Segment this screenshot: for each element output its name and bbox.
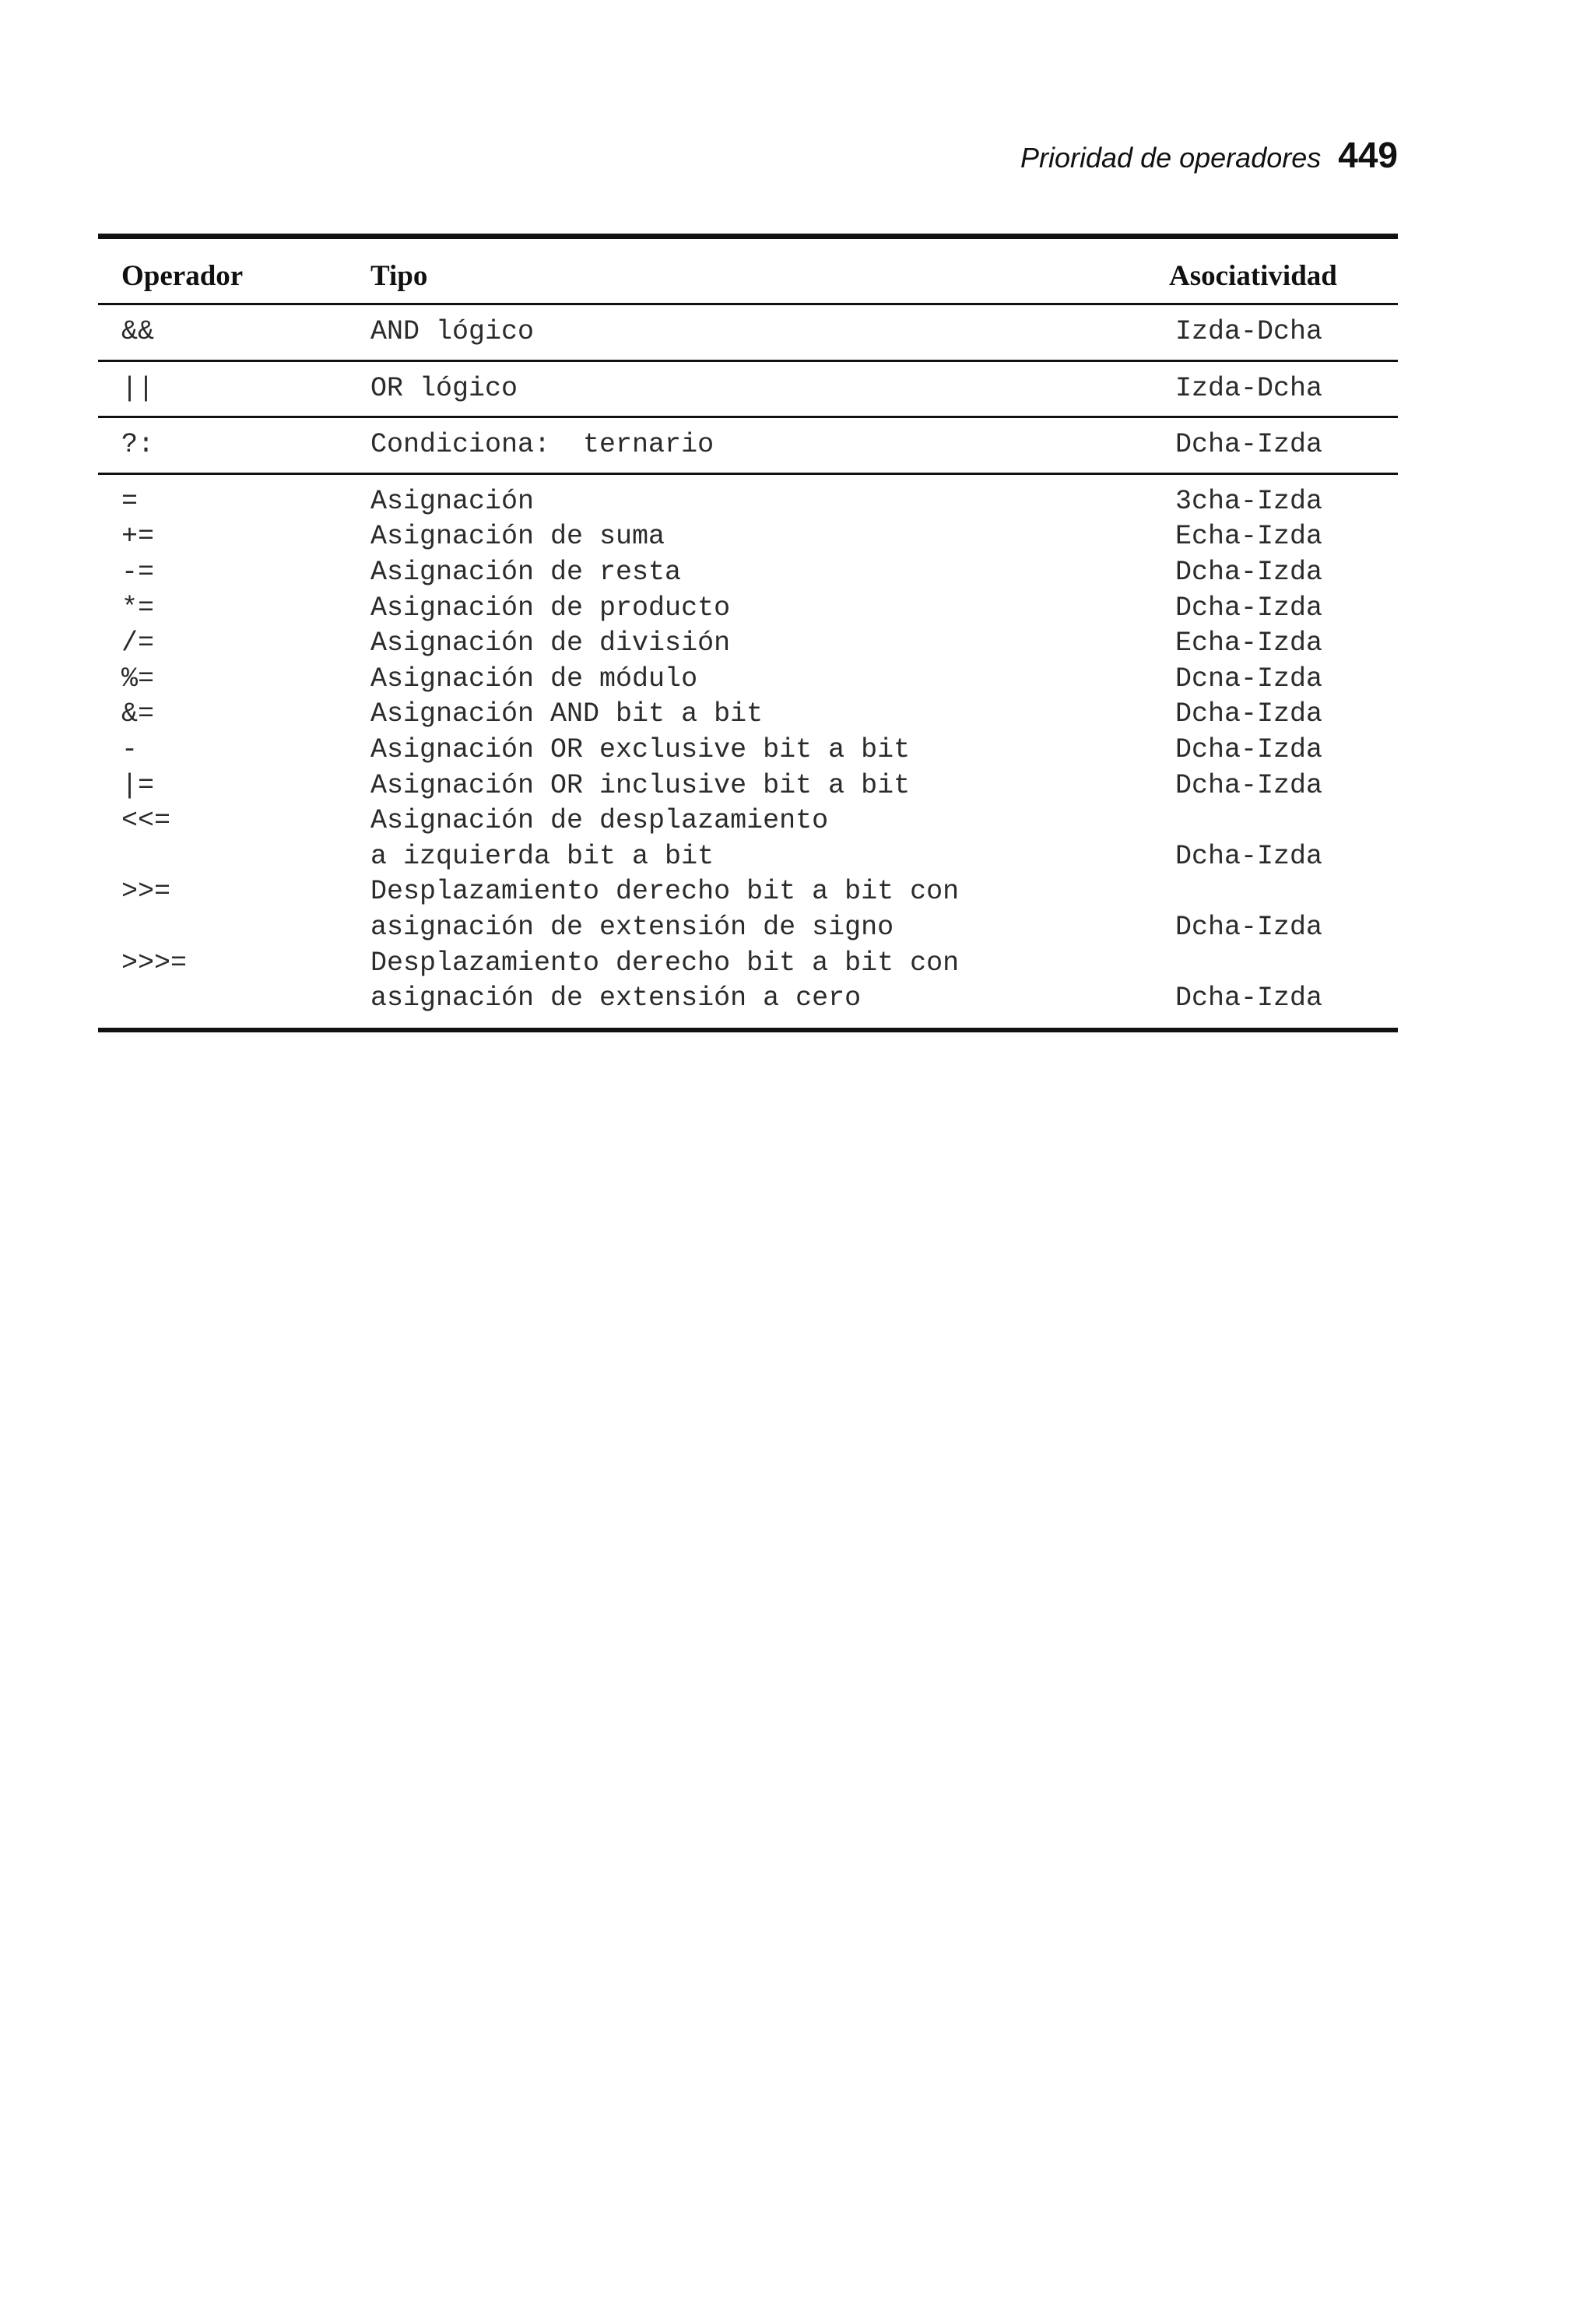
operator-cell: >>>= xyxy=(121,947,188,979)
operator-cell: /= xyxy=(121,628,155,659)
associativity-cell: Dcha-Izda xyxy=(1175,911,1323,943)
associativity-cell: Izda-Dcha xyxy=(1175,372,1323,404)
table-row xyxy=(98,519,1398,555)
operator-cell: %= xyxy=(121,663,155,694)
table-row xyxy=(98,427,1398,463)
type-cell: a izquierda bit a bit xyxy=(370,840,714,872)
type-cell: Asignación de módulo xyxy=(370,663,698,694)
associativity-cell: Echa-Izda xyxy=(1175,628,1323,659)
table-row xyxy=(98,874,1398,910)
operator-group xyxy=(98,475,1398,1028)
table-row xyxy=(98,697,1398,733)
type-cell: Asignación de suma xyxy=(370,521,665,553)
table-row xyxy=(98,946,1398,982)
type-cell: Asignación de resta xyxy=(370,556,682,588)
table-row xyxy=(98,733,1398,768)
running-head xyxy=(1020,134,1398,176)
operator-cell: |= xyxy=(121,769,155,801)
table-row xyxy=(98,626,1398,662)
type-cell: Asignación de división xyxy=(370,628,731,659)
header-type: Tipo xyxy=(370,260,428,292)
table-row xyxy=(98,662,1398,698)
type-cell: Asignación de producto xyxy=(370,592,731,624)
table-top-rule xyxy=(98,234,1398,239)
operator-cell: *= xyxy=(121,592,155,624)
table-bottom-rule xyxy=(98,1028,1398,1032)
type-cell: Condiciona: ternario xyxy=(370,429,714,461)
operator-cell: = xyxy=(121,485,139,517)
running-title: Prioridad de operadores xyxy=(1020,142,1322,174)
operator-group xyxy=(98,362,1398,417)
table-body xyxy=(98,305,1398,1028)
associativity-cell: Dcha-Izda xyxy=(1175,556,1323,588)
associativity-cell: Dcha-Izda xyxy=(1175,698,1323,730)
type-cell: AND lógico xyxy=(370,316,535,347)
operator-cell: ?: xyxy=(121,429,155,461)
operator-cell: <<= xyxy=(121,805,171,837)
table-row xyxy=(98,555,1398,591)
table-row xyxy=(98,315,1398,350)
page-number: 449 xyxy=(1338,135,1398,175)
type-cell: Asignación OR exclusive bit a bit xyxy=(370,733,911,765)
type-cell: Desplazamiento derecho bit a bit con xyxy=(370,947,960,979)
associativity-cell: Dcha-Izda xyxy=(1175,592,1323,624)
operator-cell: - xyxy=(121,733,139,765)
operator-precedence-table xyxy=(98,234,1398,1032)
table-row xyxy=(98,591,1398,627)
associativity-cell: 3cha-Izda xyxy=(1175,485,1323,517)
operator-cell: && xyxy=(121,316,155,347)
table-row xyxy=(98,981,1398,1017)
operator-group xyxy=(98,418,1398,473)
operator-cell: -= xyxy=(121,556,155,588)
associativity-cell: Dcha-Izda xyxy=(1175,983,1323,1014)
type-cell: Desplazamiento derecho bit a bit con xyxy=(370,876,960,908)
table-row xyxy=(98,910,1398,946)
associativity-cell: Echa-Izda xyxy=(1175,521,1323,553)
type-cell: Asignación de desplazamiento xyxy=(370,805,829,837)
table-header-row xyxy=(98,239,1398,303)
table-row xyxy=(98,803,1398,839)
table-row xyxy=(98,768,1398,804)
associativity-cell: Izda-Dcha xyxy=(1175,316,1323,347)
type-cell: asignación de extensión a cero xyxy=(370,983,862,1014)
header-associativity: Asociatividad xyxy=(1169,260,1337,292)
type-cell: Asignación xyxy=(370,485,535,517)
associativity-cell: Dcha-Izda xyxy=(1175,429,1323,461)
table-row xyxy=(98,484,1398,520)
operator-cell: += xyxy=(121,521,155,553)
operator-cell: || xyxy=(121,372,155,404)
header-operator: Operador xyxy=(121,260,244,292)
associativity-cell: Dcha-Izda xyxy=(1175,840,1323,872)
operator-group xyxy=(98,305,1398,360)
associativity-cell: Dcha-Izda xyxy=(1175,733,1323,765)
type-cell: OR lógico xyxy=(370,372,518,404)
operator-cell: >>= xyxy=(121,876,171,908)
table-row xyxy=(98,371,1398,407)
associativity-cell: Dcna-Izda xyxy=(1175,663,1323,694)
associativity-cell: Dcha-Izda xyxy=(1175,769,1323,801)
type-cell: Asignación OR inclusive bit a bit xyxy=(370,769,911,801)
type-cell: Asignación AND bit a bit xyxy=(370,698,764,730)
table-row xyxy=(98,839,1398,875)
type-cell: asignación de extensión de signo xyxy=(370,911,894,943)
operator-cell: &= xyxy=(121,698,155,730)
